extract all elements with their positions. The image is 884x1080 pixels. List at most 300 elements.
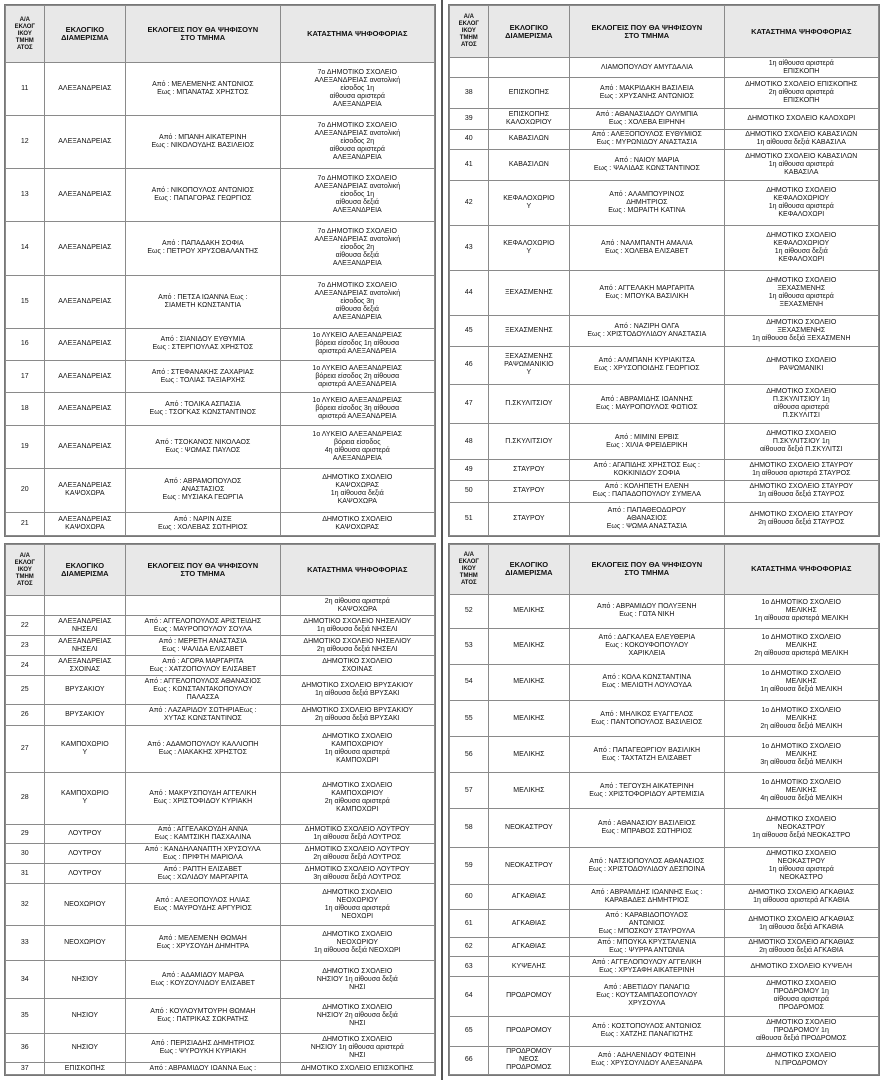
district-cell: Π.ΣΚΥΛΙΤΣΙΟΥ	[488, 424, 570, 460]
section-number: 64	[450, 976, 489, 1017]
section-number: 59	[450, 847, 489, 884]
header-col3: ΕΚΛΟΓΕΙΣ ΠΟΥ ΘΑ ΨΗΦΙΣΟΥΝ ΣΤΟ ΤΜΗΜΑ	[126, 545, 280, 596]
table-row	[6, 726, 435, 773]
table-row	[6, 1063, 435, 1075]
voters-cell: Από : ΤΟΛΙΚΑ ΑΣΠΑΣΙΑ Εως : ΤΣΟΓΚΑΣ ΚΩΝΣΤΑΝΤΙΝΟΣ	[126, 393, 280, 425]
voters-cell: Από : ΠΑΠΑΘΕΟΔΩΡΟΥ ΑΘΑΝΑΣΙΟΣ Εως : ΨΩΜΑ ΑΝΑΣΤΑΣΙΑ	[570, 502, 724, 535]
district-cell: ΒΡΥΣΑΚΙΟΥ	[44, 675, 126, 704]
district-cell: ΛΟΥΤΡΟΥ	[44, 844, 126, 864]
section-number: 66	[450, 1046, 489, 1074]
header-col1: Α/Α ΕΚΛΟΓ ΙΚΟΥ ΤΜΗΜ ΑΤΟΣ	[6, 545, 45, 596]
table-row	[6, 998, 435, 1033]
voters-cell: Από : ΑΓΓΕΛΟΠΟΥΛΟΥ ΑΓΓΕΛΙΚΗ Εως : ΧΡΥΣΑΦΗ ΑΙΚΑΤΕΡΙΝΗ	[570, 957, 724, 976]
header-col1: Α/Α ΕΚΛΟΓ ΙΚΟΥ ΤΜΗΜ ΑΤΟΣ	[450, 545, 489, 595]
table-row	[450, 976, 879, 1017]
voting-table	[5, 5, 435, 536]
station-cell: 1ο ΔΗΜΟΤΙΚΟ ΣΧΟΛΕΙΟ ΜΕΛΙΚΗΣ 1η αίθουσα αριστερά ΜΕΛΙΚΗ	[724, 594, 878, 628]
section-number: 44	[450, 270, 489, 315]
table-row	[6, 844, 435, 864]
station-cell: ΔΗΜΟΤΙΚΟ ΣΧΟΛΕΙΟ ΚΑΨΟΧΩΡΑΣ	[280, 512, 434, 535]
header-row	[6, 6, 435, 63]
district-cell: ΑΛΕΞΑΝΔΡΕΙΑΣ	[44, 116, 126, 169]
district-cell: ΑΛΕΞΑΝΔΡΕΙΑΣ	[44, 425, 126, 468]
table-row	[450, 58, 879, 78]
section-number: 27	[6, 726, 45, 773]
table-row	[450, 109, 879, 129]
section-number: 46	[450, 346, 489, 384]
table-row	[6, 596, 435, 616]
station-cell: ΔΗΜΟΤΙΚΟ ΣΧΟΛΕΙΟ ΞΕΧΑΣΜΕΝΗΣ 1η αίθουσα δεξιά ΞΕΧΑΣΜΕΝΗ	[724, 316, 878, 347]
header-col3: ΕΚΛΟΓΕΙΣ ΠΟΥ ΘΑ ΨΗΦΙΣΟΥΝ ΣΤΟ ΤΜΗΜΑ	[570, 6, 724, 58]
voters-cell: Από : ΠΕΡΙΣΙΑΔΗΣ ΔΗΜΗΤΡΙΟΣ Εως : ΨΥΡΟΥΚΗ ΚΥΡΙΑΚΗ	[126, 1033, 280, 1062]
section-number: 45	[450, 316, 489, 347]
table-row	[450, 909, 879, 937]
section-number: 26	[6, 705, 45, 726]
section-number: 34	[6, 961, 45, 998]
header-col1: Α/Α ΕΚΛΟΓ ΙΚΟΥ ΤΜΗΜ ΑΤΟΣ	[6, 6, 45, 63]
section-number: 11	[6, 63, 45, 116]
header-col4: ΚΑΤΑΣΤΗΜΑ ΨΗΦΟΦΟΡΙΑΣ	[280, 545, 434, 596]
section-number: 54	[450, 664, 489, 700]
voters-cell: ΛΙΑΜΟΠΟΥΛΟΥ ΑΜΥΓΔΑΛΙΑ	[570, 58, 724, 78]
section-number: 35	[6, 998, 45, 1033]
district-cell	[488, 58, 570, 78]
district-cell: ΚΑΒΑΣΙΛΩΝ	[488, 129, 570, 149]
voters-cell: Από : ΚΟΛΑ ΚΩΝΣΤΑΝΤΙΝΑ Εως : ΜΕΛΙΩΤΗ ΛΟΥΛΟΥΔΑ	[570, 664, 724, 700]
header-col4: ΚΑΤΑΣΤΗΜΑ ΨΗΦΟΦΟΡΙΑΣ	[724, 545, 878, 595]
district-cell: ΑΛΕΞΑΝΔΡΕΙΑΣ	[44, 63, 126, 116]
district-cell: ΠΡΟΔΡΟΜΟΥ	[488, 1017, 570, 1046]
table-row	[450, 316, 879, 347]
station-cell: ΔΗΜΟΤΙΚΟ ΣΧΟΛΕΙΟ ΚΑΒΑΣΙΛΩΝ 1η αίθουσα αριστερά ΚΑΒΑΣΙΛΑ	[724, 149, 878, 180]
voters-cell: Από : ΚΟΣΤΟΠΟΥΛΟΣ ΑΝΤΩΝΙΟΣ Εως : ΧΑΤΖΗΣ ΠΑΝΑΓΙΩΤΗΣ	[570, 1017, 724, 1046]
table-row	[450, 459, 879, 480]
station-cell: ΔΗΜΟΤΙΚΟ ΣΧΟΛΕΙΟ ΣΤΑΥΡΟΥ 2η αίθουσα δεξιά ΣΤΑΥΡΟΣ	[724, 502, 878, 535]
section-number: 37	[6, 1063, 45, 1075]
voters-cell: Από : ΛΑΖΑΡΙΔΟΥ ΣΩΤΗΡΙΑΕως : ΧΥΤΑΣ ΚΩΝΣΤΑΝΤΙΝΟΣ	[126, 705, 280, 726]
section-number: 13	[6, 169, 45, 222]
section-number: 42	[450, 180, 489, 225]
station-cell: 1ο ΛΥΚΕΙΟ ΑΛΕΞΑΝΔΡΕΙΑΣ βόρεια είσοδος 3η αίθουσα αριστερά ΑΛΕΞΑΝΔΡΕΙΑ	[280, 393, 434, 425]
district-cell: ΑΓΚΑΘΙΑΣ	[488, 938, 570, 957]
voters-cell: Από : ΑΔΑΜΟΠΟΥΛΟΥ ΚΑΛΛΙΟΠΗ Εως : ΛΙΑΚΑΚΗΣ ΧΡΗΣΤΟΣ	[126, 726, 280, 773]
district-cell: ΑΛΕΞΑΝΔΡΕΙΑΣ ΝΗΣΕΛΙ	[44, 636, 126, 656]
table-row	[450, 773, 879, 809]
district-cell: ΕΠΙΣΚΟΠΗΣ	[488, 78, 570, 109]
table-bottom-left	[4, 543, 436, 1076]
district-cell: ΝΕΟΧΩΡΙΟΥ	[44, 926, 126, 961]
station-cell: ΔΗΜΟΤΙΚΟ ΣΧΟΛΕΙΟ ΣΧΟΙΝΑΣ	[280, 656, 434, 676]
district-cell: ΝΕΟΚΑΣΤΡΟΥ	[488, 847, 570, 884]
voting-table	[449, 544, 879, 1075]
table-row	[6, 656, 435, 676]
station-cell: ΔΗΜΟΤΙΚΟ ΣΧΟΛΕΙΟ ΠΡΟΔΡΟΜΟΥ 1η αίθουσα δεξιά ΠΡΟΔΡΟΜΟΣ	[724, 1017, 878, 1046]
station-cell: 7ο ΔΗΜΟΤΙΚΟ ΣΧΟΛΕΙΟ ΑΛΕΞΑΝΔΡΕΙΑΣ ανατολική είσοδος 1η αίθουσα αριστερά ΑΛΕΞΑΝΔΡΕΙΑ	[280, 63, 434, 116]
table-row	[6, 393, 435, 425]
section-number: 17	[6, 361, 45, 393]
voting-table	[5, 544, 435, 1075]
voters-cell: Από : ΝΑΙΟΥ ΜΑΡΙΑ Εως : ΨΑΛΙΔΑΣ ΚΩΝΣΤΑΝΤΙΝΟΣ	[570, 149, 724, 180]
voters-cell: Από : ΣΙΑΝΙΔΟΥ ΕΥΘΥΜΙΑ Εως : ΣΤΕΡΓΙΟΥΛΑΣ ΧΡΗΣΤΟΣ	[126, 328, 280, 360]
section-number: 52	[450, 594, 489, 628]
voters-cell: Από : ΜΕΛΕΜΕΝΗΣ ΑΝΤΩΝΙΟΣ Εως : ΜΠΑΝΑΤΑΣ ΧΡΗΣΤΟΣ	[126, 63, 280, 116]
voters-cell: Από : ΑΒΡΑΜΙΔΟΥ ΙΩΑΝΝΑ Εως :	[126, 1063, 280, 1075]
voters-cell: Από : ΣΤΕΦΑΝΑΚΗΣ ΖΑΧΑΡΙΑΣ Εως : ΤΟΛΙΑΣ ΤΑΞΙΑΡΧΗΣ	[126, 361, 280, 393]
voters-cell: Από : ΑΒΕΤΙΔΟΥ ΠΑΝΑΓΙΩ Εως : ΚΟΥΤΣΑΜΠΑΣΟΠΟΥΛΟΥ ΧΡΥΣΟΥΛΑ	[570, 976, 724, 1017]
section-number: 16	[6, 328, 45, 360]
district-cell: ΑΛΕΞΑΝΔΡΕΙΑΣ	[44, 328, 126, 360]
district-cell: ΑΓΚΑΘΙΑΣ	[488, 909, 570, 937]
table-row	[6, 636, 435, 656]
voters-cell: Από : ΚΑΝΔΗΛΑΝΑΠΤΗ ΧΡΥΣΟΥΛΑ Εως : ΠΡΙΦΤΗ ΜΑΡΙΟΛΑ	[126, 844, 280, 864]
table-row	[6, 926, 435, 961]
table-row	[450, 809, 879, 847]
voters-cell: Από : ΚΑΡΑΒΙΔΟΠΟΥΛΟΣ ΑΝΤΩΝΙΟΣ Εως : ΜΠΟΣΚΟΥ ΣΤΑΥΡΟΥΛΑ	[570, 909, 724, 937]
table-row	[6, 675, 435, 704]
station-cell: ΔΗΜΟΤΙΚΟ ΣΧΟΛΕΙΟ ΑΓΚΑΘΙΑΣ 2η αίθουσα δεξιά ΑΓΚΑΘΙΑ	[724, 938, 878, 957]
voters-cell: Από : ΑΘΑΝΑΣΙΑΔΟΥ ΟΛΥΜΠΙΑ Εως : ΧΟΛΕΒΑ ΕΙΡΗΝΗ	[570, 109, 724, 129]
district-cell: ΜΕΛΙΚΗΣ	[488, 628, 570, 664]
district-cell: ΞΕΧΑΣΜΕΝΗΣ	[488, 316, 570, 347]
table-row	[450, 628, 879, 664]
voters-cell: Από : ΑΘΑΝΑΣΙΟΥ ΒΑΣΙΛΕΙΟΣ Εως : ΜΠΡΑΒΟΣ ΣΩΤΗΡΙΟΣ	[570, 809, 724, 847]
station-cell: 7ο ΔΗΜΟΤΙΚΟ ΣΧΟΛΕΙΟ ΑΛΕΞΑΝΔΡΕΙΑΣ ανατολική είσοδος 2η αίθουσα αριστερά ΑΛΕΞΑΝΔΡΕΙΑ	[280, 116, 434, 169]
district-cell: ΜΕΛΙΚΗΣ	[488, 737, 570, 773]
header-row	[6, 545, 435, 596]
district-cell: ΑΛΕΞΑΝΔΡΕΙΑΣ	[44, 222, 126, 275]
voters-cell: Από : ΜΕΛΕΜΕΝΗ ΘΩΜΑΗ Εως : ΧΡΥΣΟΥΔΗ ΔΗΜΗΤΡΑ	[126, 926, 280, 961]
table-row	[6, 169, 435, 222]
station-cell: 1ο ΔΗΜΟΤΙΚΟ ΣΧΟΛΕΙΟ ΜΕΛΙΚΗΣ 3η αίθουσα δεξιά ΜΕΛΙΚΗ	[724, 737, 878, 773]
voters-cell: Από : ΑΛΕΞΟΠΟΥΛΟΣ ΗΛΙΑΣ Εως : ΜΑΥΡΟΥΔΗΣ ΑΡΓΥΡΙΟΣ	[126, 884, 280, 926]
table-row	[450, 700, 879, 736]
district-cell: ΑΛΕΞΑΝΔΡΕΙΑΣ ΣΧΟΙΝΑΣ	[44, 656, 126, 676]
voters-cell: Από : ΑΒΡΑΜΟΠΟΥΛΟΣ ΑΝΑΣΤΑΣΙΟΣ Εως : ΜΥΣΙΑΚΑ ΓΕΩΡΓΙΑ	[126, 468, 280, 512]
voters-cell: Από : ΑΛΜΠΑΝΗ ΚΥΡΙΑΚΙΤΣΑ Εως : ΧΡΥΣΟΠΟΙΔΗΣ ΓΕΩΡΓΙΟΣ	[570, 346, 724, 384]
voters-cell: Από : ΝΑΛΜΠΑΝΤΗ ΑΜΑΛΙΑ Εως : ΧΟΛΕΒΑ ΕΛΙΣΑΒΕΤ	[570, 225, 724, 270]
header-row	[450, 6, 879, 58]
section-number: 41	[450, 149, 489, 180]
section-number: 40	[450, 129, 489, 149]
header-col3: ΕΚΛΟΓΕΙΣ ΠΟΥ ΘΑ ΨΗΦΙΣΟΥΝ ΣΤΟ ΤΜΗΜΑ	[570, 545, 724, 595]
table-row	[6, 222, 435, 275]
section-number: 31	[6, 864, 45, 884]
table-row	[6, 961, 435, 998]
station-cell: 1ο ΔΗΜΟΤΙΚΟ ΣΧΟΛΕΙΟ ΜΕΛΙΚΗΣ 2η αίθουσα δεξιά ΜΕΛΙΚΗ	[724, 700, 878, 736]
district-cell: ΚΑΒΑΣΙΛΩΝ	[488, 149, 570, 180]
voters-cell: Από : ΤΣΟΚΑΝΟΣ ΝΙΚΟΛΑΟΣ Εως : ΨΩΜΑΣ ΠΑΥΛΟΣ	[126, 425, 280, 468]
station-cell: ΔΗΜΟΤΙΚΟ ΣΧΟΛΕΙΟ ΝΕΟΧΩΡΙΟΥ 1η αίθουσα δεξιά ΝΕΟΧΩΡΙ	[280, 926, 434, 961]
district-cell: ΜΕΛΙΚΗΣ	[488, 773, 570, 809]
station-cell: ΔΗΜΟΤΙΚΟ ΣΧΟΛΕΙΟ ΝΗΣΙΟΥ 1η αίθουσα αριστερά ΝΗΣΙ	[280, 1033, 434, 1062]
district-cell: ΑΛΕΞΑΝΔΡΕΙΑΣ	[44, 361, 126, 393]
station-cell: ΔΗΜΟΤΙΚΟ ΣΧΟΛΕΙΟ ΝΗΣΕΛΙΟΥ 1η αίθουσα δεξιά ΝΗΣΕΛΙ	[280, 616, 434, 636]
district-cell: ΜΕΛΙΚΗΣ	[488, 594, 570, 628]
section-number: 28	[6, 773, 45, 824]
header-col2: ΕΚΛΟΓΙΚΟ ΔΙΑΜΕΡΙΣΜΑ	[488, 545, 570, 595]
section-number: 63	[450, 957, 489, 976]
header-row	[450, 545, 879, 595]
station-cell: ΔΗΜΟΤΙΚΟ ΣΧΟΛΕΙΟ ΝΗΣΙΟΥ 1η αίθουσα δεξιά ΝΗΣΙ	[280, 961, 434, 998]
table-row	[6, 773, 435, 824]
header-col2: ΕΚΛΟΓΙΚΟ ΔΙΑΜΕΡΙΣΜΑ	[44, 6, 126, 63]
station-cell: 1ο ΛΥΚΕΙΟ ΑΛΕΞΑΝΔΡΕΙΑΣ βόρεια είσοδος 4η αίθουσα αριστερά ΑΛΕΞΑΝΔΡΕΙΑ	[280, 425, 434, 468]
voters-cell: Από : ΑΓΓΕΛΟΠΟΥΛΟΣ ΑΡΙΣΤΕΙΔΗΣ Εως : ΜΑΥΡΟΠΟΥΛΟΥ ΣΟΥΛΑ	[126, 616, 280, 636]
section-number: 36	[6, 1033, 45, 1062]
district-cell: ΛΟΥΤΡΟΥ	[44, 824, 126, 844]
table-row	[450, 78, 879, 109]
voters-cell: Από : ΜΑΚΡΙΔΑΚΗ ΒΑΣΙΛΕΙΑ Εως : ΧΡΥΣΑΝΗΣ ΑΝΤΩΝΙΟΣ	[570, 78, 724, 109]
table-row	[450, 1046, 879, 1074]
station-cell: 1ο ΔΗΜΟΤΙΚΟ ΣΧΟΛΕΙΟ ΜΕΛΙΚΗΣ 1η αίθουσα δεξιά ΜΕΛΙΚΗ	[724, 664, 878, 700]
section-number: 61	[450, 909, 489, 937]
district-cell: ΝΗΣΙΟΥ	[44, 998, 126, 1033]
section-number: 57	[450, 773, 489, 809]
section-number: 58	[450, 809, 489, 847]
station-cell: ΔΗΜΟΤΙΚΟ ΣΧΟΛΕΙΟ ΚΑΨΟΧΩΡΑΣ 1η αίθουσα δεξιά ΚΑΨΟΧΩΡΑ	[280, 468, 434, 512]
voters-cell: Από : ΜΕΡΕΤΗ ΑΝΑΣΤΑΣΙΑ Εως : ΨΑΛΙΔΑ ΕΛΙΣΑΒΕΤ	[126, 636, 280, 656]
table-row	[450, 502, 879, 535]
section-number: 15	[6, 275, 45, 328]
table-row	[6, 512, 435, 535]
section-number: 60	[450, 885, 489, 910]
station-cell: ΔΗΜΟΤΙΚΟ ΣΧΟΛΕΙΟ ΝΗΣΙΟΥ 2η αίθουσα δεξιά ΝΗΣΙ	[280, 998, 434, 1033]
table-row	[6, 705, 435, 726]
voters-cell: Από : ΜΑΚΡΥΣΠΟΥΔΗ ΑΓΓΕΛΙΚΗ Εως : ΧΡΙΣΤΟΦΙΔΟΥ ΚΥΡΙΑΚΗ	[126, 773, 280, 824]
station-cell: ΔΗΜΟΤΙΚΟ ΣΧΟΛΕΙΟ ΑΓΚΑΘΙΑΣ 1η αίθουσα δεξιά ΑΓΚΑΘΙΑ	[724, 909, 878, 937]
table-row	[450, 129, 879, 149]
header-col4: ΚΑΤΑΣΤΗΜΑ ΨΗΦΟΦΟΡΙΑΣ	[280, 6, 434, 63]
table-row	[450, 664, 879, 700]
district-cell: Π.ΣΚΥΛΙΤΣΙΟΥ	[488, 385, 570, 424]
section-number: 23	[6, 636, 45, 656]
district-cell: ΜΕΛΙΚΗΣ	[488, 664, 570, 700]
table-row	[450, 149, 879, 180]
district-cell: ΑΛΕΞΑΝΔΡΕΙΑΣ ΚΑΨΟΧΩΡΑ	[44, 468, 126, 512]
district-cell: ΑΛΕΞΑΝΔΡΕΙΑΣ	[44, 169, 126, 222]
table-row	[6, 116, 435, 169]
table-row	[450, 225, 879, 270]
table-row	[6, 884, 435, 926]
district-cell: ΕΠΙΣΚΟΠΗΣ	[44, 1063, 126, 1075]
table-row	[6, 1033, 435, 1062]
station-cell: ΔΗΜΟΤΙΚΟ ΣΧΟΛΕΙΟ Ν.ΠΡΟΔΡΟΜΟΥ	[724, 1046, 878, 1074]
district-cell: ΚΥΨΕΛΗΣ	[488, 957, 570, 976]
section-number: 18	[6, 393, 45, 425]
table-row	[450, 385, 879, 424]
table-top-right	[448, 4, 880, 537]
section-number: 12	[6, 116, 45, 169]
district-cell: ΝΗΣΙΟΥ	[44, 961, 126, 998]
voters-cell: Από : ΡΑΠΤΗ ΕΛΙΣΑΒΕΤ Εως : ΧΩΛΙΔΟΥ ΜΑΡΓΑΡΙΤΑ	[126, 864, 280, 884]
district-cell: ΛΟΥΤΡΟΥ	[44, 864, 126, 884]
district-cell: ΑΛΕΞΑΝΔΡΕΙΑΣ	[44, 275, 126, 328]
header-col1: Α/Α ΕΚΛΟΓ ΙΚΟΥ ΤΜΗΜ ΑΤΟΣ	[450, 6, 489, 58]
station-cell: ΔΗΜΟΤΙΚΟ ΣΧΟΛΕΙΟ ΚΕΦΑΛΟΧΩΡΙΟΥ 1η αίθουσα δεξιά ΚΕΦΑΛΟΧΩΡΙ	[724, 225, 878, 270]
station-cell: ΔΗΜΟΤΙΚΟ ΣΧΟΛΕΙΟ ΚΑΒΑΣΙΛΩΝ 1η αίθουσα δεξιά ΚΑΒΑΣΙΛΑ	[724, 129, 878, 149]
station-cell: 7ο ΔΗΜΟΤΙΚΟ ΣΧΟΛΕΙΟ ΑΛΕΞΑΝΔΡΕΙΑΣ ανατολική είσοδος 2η αίθουσα δεξιά ΑΛΕΞΑΝΔΡΕΙΑ	[280, 222, 434, 275]
district-cell: ΕΠΙΣΚΟΠΗΣ ΚΑΛΟΧΩΡΙΟΥ	[488, 109, 570, 129]
district-cell: ΜΕΛΙΚΗΣ	[488, 700, 570, 736]
district-cell: ΞΕΧΑΣΜΕΝΗΣ ΡΑΨΩΜΑΝΙΚΙΟ Υ	[488, 346, 570, 384]
station-cell: 1ο ΛΥΚΕΙΟ ΑΛΕΞΑΝΔΡΕΙΑΣ βόρεια είσοδος 1η αίθουσα αριστερά ΑΛΕΞΑΝΔΡΕΙΑ	[280, 328, 434, 360]
voters-cell: Από : ΔΑΓΚΑΛΕΑ ΕΛΕΥΘΕΡΙΑ Εως : ΚΟΚΟΥΦΟΠΟΥΛΟΥ ΧΑΡΙΚΛΕΙΑ	[570, 628, 724, 664]
voters-cell: Από : ΑΓΑΠΙΔΗΣ ΧΡΗΣΤΟΣ Εως : ΚΟΚΚΙΝΙΔΟΥ ΣΟΦΙΑ	[570, 459, 724, 480]
district-cell: ΑΓΚΑΘΙΑΣ	[488, 885, 570, 910]
table-row	[450, 346, 879, 384]
table-row	[6, 63, 435, 116]
voters-cell: Από : ΑΓΓΕΛΟΠΟΥΛΟΣ ΑΘΑΝΑΣΙΟΣ Εως : ΚΩΝΣΤΑΝΤΑΚΟΠΟΥΛΟΥ ΠΑΛΑΣΣΑ	[126, 675, 280, 704]
section-number: 14	[6, 222, 45, 275]
station-cell: 1ο ΔΗΜΟΤΙΚΟ ΣΧΟΛΕΙΟ ΜΕΛΙΚΗΣ 4η αίθουσα δεξιά ΜΕΛΙΚΗ	[724, 773, 878, 809]
section-number: 24	[6, 656, 45, 676]
section-number: 48	[450, 424, 489, 460]
voters-cell: Από : ΑΓΓΕΛΑΚΗ ΜΑΡΓΑΡΙΤΑ Εως : ΜΠΟΥΚΑ ΒΑΣΙΛΙΚΗ	[570, 270, 724, 315]
table-row	[6, 425, 435, 468]
district-cell	[44, 596, 126, 616]
header-col4: ΚΑΤΑΣΤΗΜΑ ΨΗΦΟΦΟΡΙΑΣ	[724, 6, 878, 58]
district-cell: ΣΤΑΥΡΟΥ	[488, 481, 570, 502]
section-number: 32	[6, 884, 45, 926]
voters-cell: Από : ΑΓΓΕΛΑΚΟΥΔΗ ΑΝΝΑ Εως : ΚΑΜΤΣΙΚΗ ΠΑΣΧΑΛΙΝΑ	[126, 824, 280, 844]
station-cell: ΔΗΜΟΤΙΚΟ ΣΧΟΛΕΙΟ ΛΟΥΤΡΟΥ 1η αίθουσα δεξιά ΛΟΥΤΡΟΣ	[280, 824, 434, 844]
station-cell: ΔΗΜΟΤΙΚΟ ΣΧΟΛΕΙΟ Π.ΣΚΥΛΙΤΣΙΟΥ 1η αίθουσα δεξιά Π.ΣΚΥΛΙΤΣΙ	[724, 424, 878, 460]
table-row	[6, 328, 435, 360]
table-row	[450, 1017, 879, 1046]
section-number: 33	[6, 926, 45, 961]
voters-cell: Από : ΑΛΑΜΠΟΥΡΙΝΟΣ ΔΗΜΗΤΡΙΟΣ Εως : ΜΩΡΑΙΤΗ ΚΑΤΙΝΑ	[570, 180, 724, 225]
table-row	[450, 847, 879, 884]
table-row	[6, 468, 435, 512]
station-cell: ΔΗΜΟΤΙΚΟ ΣΧΟΛΕΙΟ ΚΑΜΠΟΧΩΡΙΟΥ 2η αίθουσα αριστερά ΚΑΜΠΟΧΩΡΙ	[280, 773, 434, 824]
voters-cell: Από : ΠΕΤΣΑ ΙΩΑΝΝΑ Εως : ΣΙΑΜΕΤΗ ΚΩΝΣΤΑΝΤΙΑ	[126, 275, 280, 328]
section-number: 25	[6, 675, 45, 704]
section-number: 43	[450, 225, 489, 270]
voters-cell	[126, 596, 280, 616]
header-col3: ΕΚΛΟΓΕΙΣ ΠΟΥ ΘΑ ΨΗΦΙΣΟΥΝ ΣΤΟ ΤΜΗΜΑ	[126, 6, 280, 63]
station-cell: ΔΗΜΟΤΙΚΟ ΣΧΟΛΕΙΟ ΑΓΚΑΘΙΑΣ 1η αίθουσα αριστερά ΑΓΚΑΘΙΑ	[724, 885, 878, 910]
header-col2: ΕΚΛΟΓΙΚΟ ΔΙΑΜΕΡΙΣΜΑ	[44, 545, 126, 596]
table-row	[6, 616, 435, 636]
table-bottom-right	[448, 543, 880, 1076]
table-row	[450, 481, 879, 502]
station-cell: ΔΗΜΟΤΙΚΟ ΣΧΟΛΕΙΟ ΚΑΜΠΟΧΩΡΙΟΥ 1η αίθουσα αριστερά ΚΑΜΠΟΧΩΡΙ	[280, 726, 434, 773]
station-cell: 7ο ΔΗΜΟΤΙΚΟ ΣΧΟΛΕΙΟ ΑΛΕΞΑΝΔΡΕΙΑΣ ανατολική είσοδος 1η αίθουσα δεξιά ΑΛΕΞΑΝΔΡΕΙΑ	[280, 169, 434, 222]
station-cell: 1ο ΔΗΜΟΤΙΚΟ ΣΧΟΛΕΙΟ ΜΕΛΙΚΗΣ 2η αίθουσα αριστερά ΜΕΛΙΚΗ	[724, 628, 878, 664]
voters-cell: Από : ΝΑΤΣΙΟΠΟΥΛΟΣ ΑΘΑΝΑΣΙΟΣ Εως : ΧΡΙΣΤΟΔΟΥΛΙΔΟΥ ΔΕΣΠΟΙΝΑ	[570, 847, 724, 884]
section-number: 29	[6, 824, 45, 844]
district-cell: ΣΤΑΥΡΟΥ	[488, 459, 570, 480]
table-row	[6, 824, 435, 844]
station-cell: ΔΗΜΟΤΙΚΟ ΣΧΟΛΕΙΟ ΣΤΑΥΡΟΥ 1η αίθουσα δεξιά ΣΤΑΥΡΟΣ	[724, 481, 878, 502]
section-number: 39	[450, 109, 489, 129]
section-number: 51	[450, 502, 489, 535]
section-number: 19	[6, 425, 45, 468]
station-cell: ΔΗΜΟΤΙΚΟ ΣΧΟΛΕΙΟ ΝΕΟΚΑΣΤΡΟΥ 1η αίθουσα δεξιά ΝΕΟΚΑΣΤΡΟ	[724, 809, 878, 847]
district-cell: ΚΕΦΑΛΟΧΩΡΙΟ Υ	[488, 180, 570, 225]
section-number: 22	[6, 616, 45, 636]
table-row	[450, 594, 879, 628]
section-number	[450, 58, 489, 78]
station-cell: 7ο ΔΗΜΟΤΙΚΟ ΣΧΟΛΕΙΟ ΑΛΕΞΑΝΔΡΕΙΑΣ ανατολική είσοδος 3η αίθουσα δεξιά ΑΛΕΞΑΝΔΡΕΙΑ	[280, 275, 434, 328]
voters-cell: Από : ΑΔΗΛΕΝΙΔΟΥ ΦΩΤΕΙΝΗ Εως : ΧΡΥΣΟΥΛΙΔΟΥ ΑΛΕΞΑΝΔΡΑ	[570, 1046, 724, 1074]
voters-cell: Από : ΝΑΡΙΝ ΑΙΣΕ Εως : ΧΟΛΕΒΑΣ ΣΩΤΗΡΙΟΣ	[126, 512, 280, 535]
station-cell: ΔΗΜΟΤΙΚΟ ΣΧΟΛΕΙΟ ΒΡΥΣΑΚΙΟΥ 1η αίθουσα δεξιά ΒΡΥΣΑΚΙ	[280, 675, 434, 704]
station-cell: 1ο ΛΥΚΕΙΟ ΑΛΕΞΑΝΔΡΕΙΑΣ βόρεια είσοδος 2η αίθουσα αριστερά ΑΛΕΞΑΝΔΡΕΙΑ	[280, 361, 434, 393]
section-number: 50	[450, 481, 489, 502]
station-cell: 1η αίθουσα αριστερά ΕΠΙΣΚΟΠΗ	[724, 58, 878, 78]
station-cell: ΔΗΜΟΤΙΚΟ ΣΧΟΛΕΙΟ ΝΗΣΕΛΙΟΥ 2η αίθουσα δεξιά ΝΗΣΕΛΙ	[280, 636, 434, 656]
station-cell: ΔΗΜΟΤΙΚΟ ΣΧΟΛΕΙΟ ΕΠΙΣΚΟΠΗΣ 2η αίθουσα αριστερά ΕΠΙΣΚΟΠΗ	[724, 78, 878, 109]
voters-cell: Από : ΜΗΛΙΚΟΣ ΕΥΑΓΓΕΛΟΣ Εως : ΠΑΝΤΟΠΟΥΛΟΣ ΒΑΣΙΛΕΙΟΣ	[570, 700, 724, 736]
section-number: 47	[450, 385, 489, 424]
station-cell: ΔΗΜΟΤΙΚΟ ΣΧΟΛΕΙΟ ΝΕΟΧΩΡΙΟΥ 1η αίθουσα αριστερά ΝΕΟΧΩΡΙ	[280, 884, 434, 926]
station-cell: ΔΗΜΟΤΙΚΟ ΣΧΟΛΕΙΟ ΛΟΥΤΡΟΥ 3η αίθουσα δεξιά ΛΟΥΤΡΟΣ	[280, 864, 434, 884]
district-cell: ΑΛΕΞΑΝΔΡΕΙΑΣ ΚΑΨΟΧΩΡΑ	[44, 512, 126, 535]
station-cell: ΔΗΜΟΤΙΚΟ ΣΧΟΛΕΙΟ ΞΕΧΑΣΜΕΝΗΣ 1η αίθουσα αριστερά ΞΕΧΑΣΜΕΝΗ	[724, 270, 878, 315]
voters-cell: Από : ΑΔΑΜΙΔΟΥ ΜΑΡΘΑ Εως : ΚΟΥΖΟΥΛΙΔΟΥ ΕΛΙΣΑΒΕΤ	[126, 961, 280, 998]
table-row	[450, 957, 879, 976]
station-cell: ΔΗΜΟΤΙΚΟ ΣΧΟΛΕΙΟ ΛΟΥΤΡΟΥ 2η αίθουσα δεξιά ΛΟΥΤΡΟΣ	[280, 844, 434, 864]
section-number: 38	[450, 78, 489, 109]
table-row	[450, 885, 879, 910]
table-top-left	[4, 4, 436, 537]
voting-table	[449, 5, 879, 536]
station-cell: ΔΗΜΟΤΙΚΟ ΣΧΟΛΕΙΟ ΡΑΨΩΜΑΝΙΚΙ	[724, 346, 878, 384]
table-row	[6, 275, 435, 328]
district-cell: ΚΑΜΠΟΧΩΡΙΟ Υ	[44, 773, 126, 824]
table-row	[6, 864, 435, 884]
section-number	[6, 596, 45, 616]
district-cell: ΝΕΟΧΩΡΙΟΥ	[44, 884, 126, 926]
district-cell: ΑΛΕΞΑΝΔΡΕΙΑΣ	[44, 393, 126, 425]
vertical-divider	[441, 0, 443, 1080]
section-number: 49	[450, 459, 489, 480]
voters-cell: Από : ΜΠΑΝΗ ΑΙΚΑΤΕΡΙΝΗ Εως : ΝΙΚΟΛΟΥΔΗΣ ΒΑΣΙΛΕΙΟΣ	[126, 116, 280, 169]
table-row	[450, 938, 879, 957]
station-cell: 2η αίθουσα αριστερά ΚΑΨΟΧΩΡΑ	[280, 596, 434, 616]
section-number: 21	[6, 512, 45, 535]
district-cell: ΑΛΕΞΑΝΔΡΕΙΑΣ ΝΗΣΕΛΙ	[44, 616, 126, 636]
header-col2: ΕΚΛΟΓΙΚΟ ΔΙΑΜΕΡΙΣΜΑ	[488, 6, 570, 58]
table-row	[450, 180, 879, 225]
voters-cell: Από : ΠΑΠΑΓΕΩΡΓΙΟΥ ΒΑΣΙΛΙΚΗ Εως : ΤΑΧΤΑΤΖΗ ΕΛΙΣΑΒΕΤ	[570, 737, 724, 773]
voters-cell: Από : ΠΑΠΑΔΑΚΗ ΣΟΦΙΑ Εως : ΠΕΤΡΟΥ ΧΡΥΣΟΒΑΛΑΝΤΗΣ	[126, 222, 280, 275]
station-cell: ΔΗΜΟΤΙΚΟ ΣΧΟΛΕΙΟ ΕΠΙΣΚΟΠΗΣ	[280, 1063, 434, 1075]
voters-cell: Από : ΑΒΡΑΜΙΔΗΣ ΙΩΑΝΝΗΣ Εως : ΜΑΥΡΟΠΟΥΛΟΣ ΦΩΤΙΟΣ	[570, 385, 724, 424]
table-row	[450, 270, 879, 315]
district-cell: ΣΤΑΥΡΟΥ	[488, 502, 570, 535]
station-cell: ΔΗΜΟΤΙΚΟ ΣΧΟΛΕΙΟ ΝΕΟΚΑΣΤΡΟΥ 1η αίθουσα αριστερά ΝΕΟΚΑΣΤΡΟ	[724, 847, 878, 884]
section-number: 62	[450, 938, 489, 957]
district-cell: ΚΕΦΑΛΟΧΩΡΙΟ Υ	[488, 225, 570, 270]
section-number: 20	[6, 468, 45, 512]
section-number: 55	[450, 700, 489, 736]
station-cell: ΔΗΜΟΤΙΚΟ ΣΧΟΛΕΙΟ ΚΕΦΑΛΟΧΩΡΙΟΥ 1η αίθουσα αριστερά ΚΕΦΑΛΟΧΩΡΙ	[724, 180, 878, 225]
table-row	[450, 424, 879, 460]
voters-cell: Από : ΜΙΜΙΝΙ ΕΡΒΙΣ Εως : ΧΙΛΙΑ ΦΡΕΙΔΕΡΙΚΗ	[570, 424, 724, 460]
voters-cell: Από : ΑΒΡΑΜΙΔΟΥ ΠΟΛΥΞΕΝΗ Εως : ΓΩΤΑ ΝΙΚΗ	[570, 594, 724, 628]
district-cell: ΝΗΣΙΟΥ	[44, 1033, 126, 1062]
voters-cell: Από : ΚΟΛΗΠΕΤΗ ΕΛΕΝΗ Εως : ΠΑΠΑΔΟΠΟΥΛΟΥ ΣΥΜΕΛΑ	[570, 481, 724, 502]
voters-cell: Από : ΑΓΟΡΑ ΜΑΡΓΑΡΙΤΑ Εως : ΧΑΤΖΟΠΟΥΛΟΥ ΕΛΙΣΑΒΕΤ	[126, 656, 280, 676]
station-cell: ΔΗΜΟΤΙΚΟ ΣΧΟΛΕΙΟ Π.ΣΚΥΛΙΤΣΙΟΥ 1η αίθουσα αριστερά Π.ΣΚΥΛΙΤΣΙ	[724, 385, 878, 424]
section-number: 65	[450, 1017, 489, 1046]
station-cell: ΔΗΜΟΤΙΚΟ ΣΧΟΛΕΙΟ ΚΥΨΕΛΗ	[724, 957, 878, 976]
voters-cell: Από : ΝΙΚΟΠΟΥΛΟΣ ΑΝΤΩΝΙΟΣ Εως : ΠΑΠΑΓΟΡΑΣ ΓΕΩΡΓΙΟΣ	[126, 169, 280, 222]
table-row	[450, 737, 879, 773]
section-number: 56	[450, 737, 489, 773]
